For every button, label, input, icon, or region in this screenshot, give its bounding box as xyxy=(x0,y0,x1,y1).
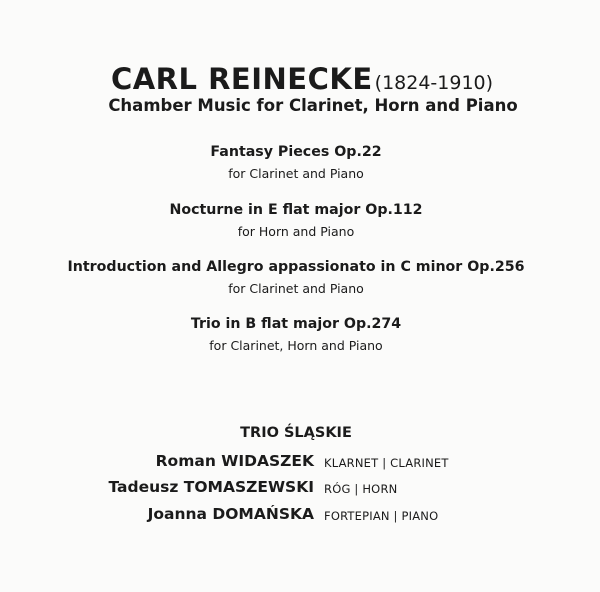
composer-name: CARL REINECKE xyxy=(110,62,373,96)
composer-line xyxy=(42,62,562,96)
ensemble-name: TRIO ŚLĄSKIE xyxy=(240,425,352,441)
work-item xyxy=(0,144,592,181)
player-name xyxy=(156,452,314,470)
player-row xyxy=(0,505,600,527)
work-instrumentation: for Clarinet and Piano xyxy=(228,166,364,181)
player-last-name: DOMAŃSKA xyxy=(212,505,314,523)
work-item xyxy=(0,259,592,296)
work-title: Introduction and Allegro appassionato in C minor Op.256 xyxy=(67,259,525,275)
player-instrument: FORTEPIAN | PIANO xyxy=(324,509,439,523)
work-instrumentation: for Clarinet and Piano xyxy=(228,281,364,296)
player-row xyxy=(0,478,600,500)
player-instrument: RÓG | HORN xyxy=(324,482,398,496)
player-first-name: Joanna xyxy=(147,505,207,523)
composer-dates: (1824-1910) xyxy=(374,72,494,94)
work-instrumentation: for Horn and Piano xyxy=(237,224,355,239)
work-item xyxy=(0,202,592,239)
work-item xyxy=(0,316,592,353)
album-subtitle: Chamber Music for Clarinet, Horn and Piano xyxy=(108,96,518,115)
work-title: Fantasy Pieces Op.22 xyxy=(210,144,382,160)
player-last-name: TOMASZEWSKI xyxy=(183,478,314,496)
player-first-name: Roman xyxy=(155,452,216,470)
player-last-name: WIDASZEK xyxy=(221,452,314,470)
player-instrument: KLARNET | CLARINET xyxy=(324,456,449,470)
player-name xyxy=(108,478,314,496)
player-name xyxy=(148,505,314,523)
player-row xyxy=(0,452,600,474)
player-first-name: Tadeusz xyxy=(108,478,179,496)
work-title: Trio in B flat major Op.274 xyxy=(190,316,402,332)
work-title: Nocturne in E flat major Op.112 xyxy=(169,202,423,218)
work-instrumentation: for Clarinet, Horn and Piano xyxy=(209,338,383,353)
